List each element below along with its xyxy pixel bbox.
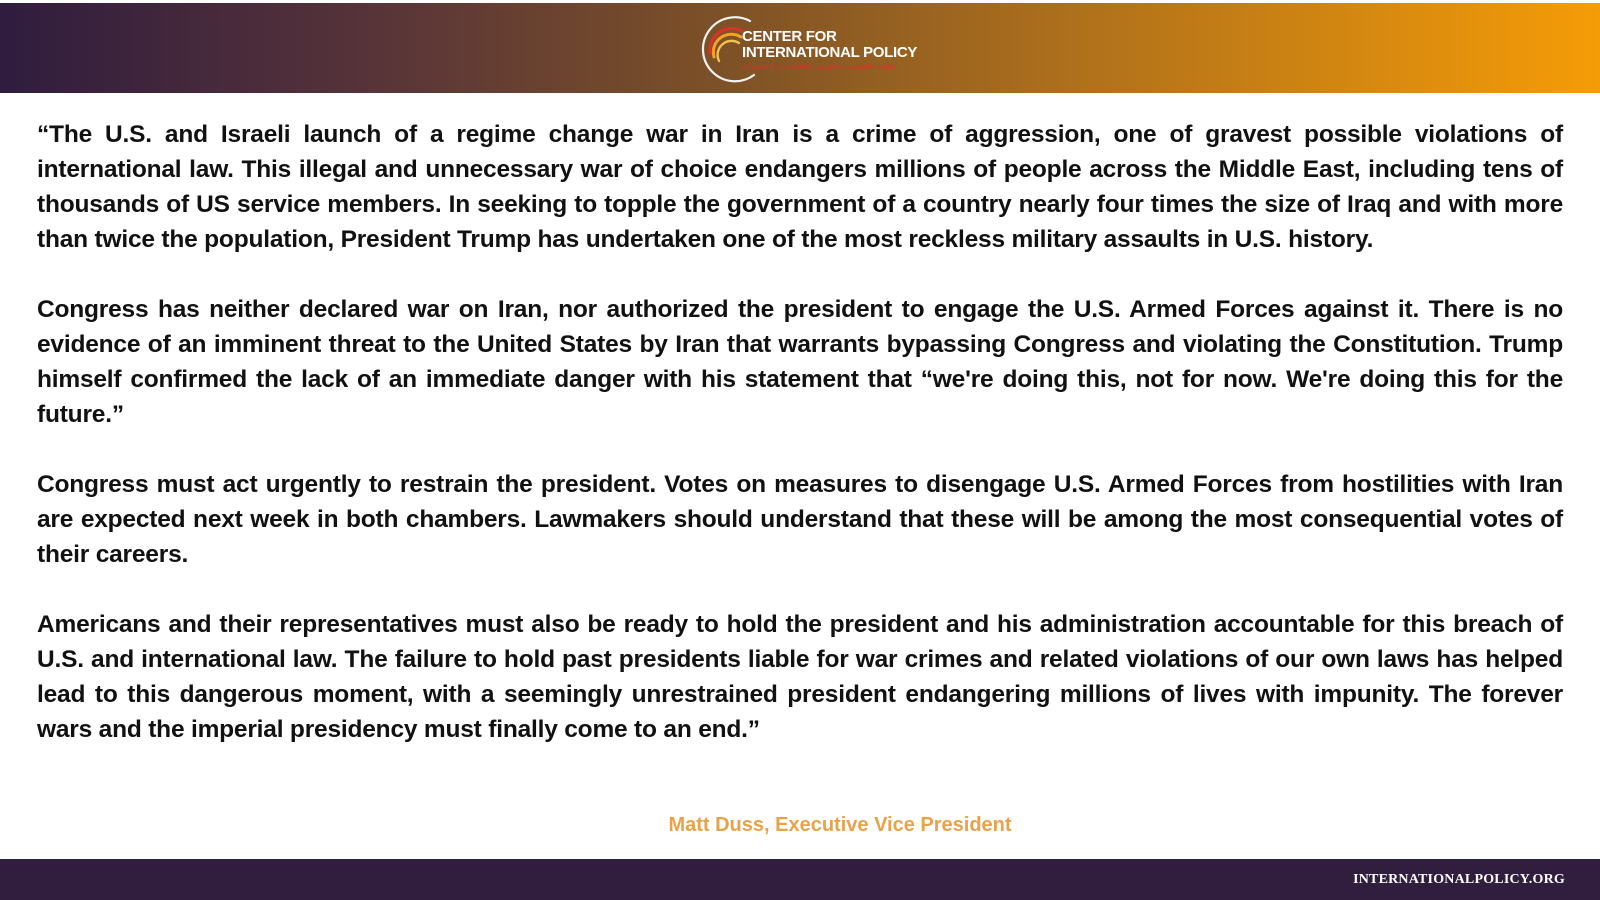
footer-bar <box>0 859 1600 900</box>
statement-attribution: Matt Duss, Executive Vice President <box>668 814 1012 836</box>
statement-paragraph-1: “The U.S. and Israeli launch of a regime change war in Iran is a crime of aggression, one of gravest possible violations of international law. This illegal and unnecessary war of choice endangers millions of people across the Middle East, including tens of thousands of US service members. In seeking to topple the government of a country nearly four times the size of Iraq and with more than twice the population, President Trump has undertaken one of the most reckless military assaults in U.S. history. <box>37 121 1563 253</box>
statement-paragraph-4: Americans and their representatives must also be ready to hold the president and his administration accountable for this breach of U.S. and international law. The failure to hold past presidents liable for war crimes and related violations of our own laws has helped lead to this dangerous moment, with a seemingly unrestrained president endangering millions of lives with impunity. The forever wars and the imperial presidency must finally come to an end.” <box>37 611 1563 743</box>
logo-text-line-2: INTERNATIONAL POLICY <box>742 43 918 61</box>
statement-body <box>37 117 1563 747</box>
website-url-link[interactable]: INTERNATIONALPOLICY.ORG <box>1353 872 1565 887</box>
organization-logo[interactable] <box>692 11 942 87</box>
header-banner <box>0 0 1600 93</box>
logo-text-line-1: CENTER FOR <box>742 27 837 45</box>
statement-paragraph-2: Congress has neither declared war on Iran, nor authorized the president to engage the U.S. Armed Forces against it. There is no evidence of an imminent threat to the United States by Iran that warrants bypassing Congress and violating the Constitution. Trump himself confirmed the lack of an immediate danger with his statement that “we're doing this, not for now. We're doing this for the future.” <box>37 296 1563 428</box>
statement-paragraph-3: Congress must act urgently to restrain the president. Votes on measures to disengage U.S. Armed Forces from hostilities with Iran are expected next week in both chambers. Lawmakers should understand that these will be among the most consequential votes of their careers. <box>37 471 1563 568</box>
logo-tagline: Advancing a peaceful, just and sustainable world <box>742 63 894 71</box>
